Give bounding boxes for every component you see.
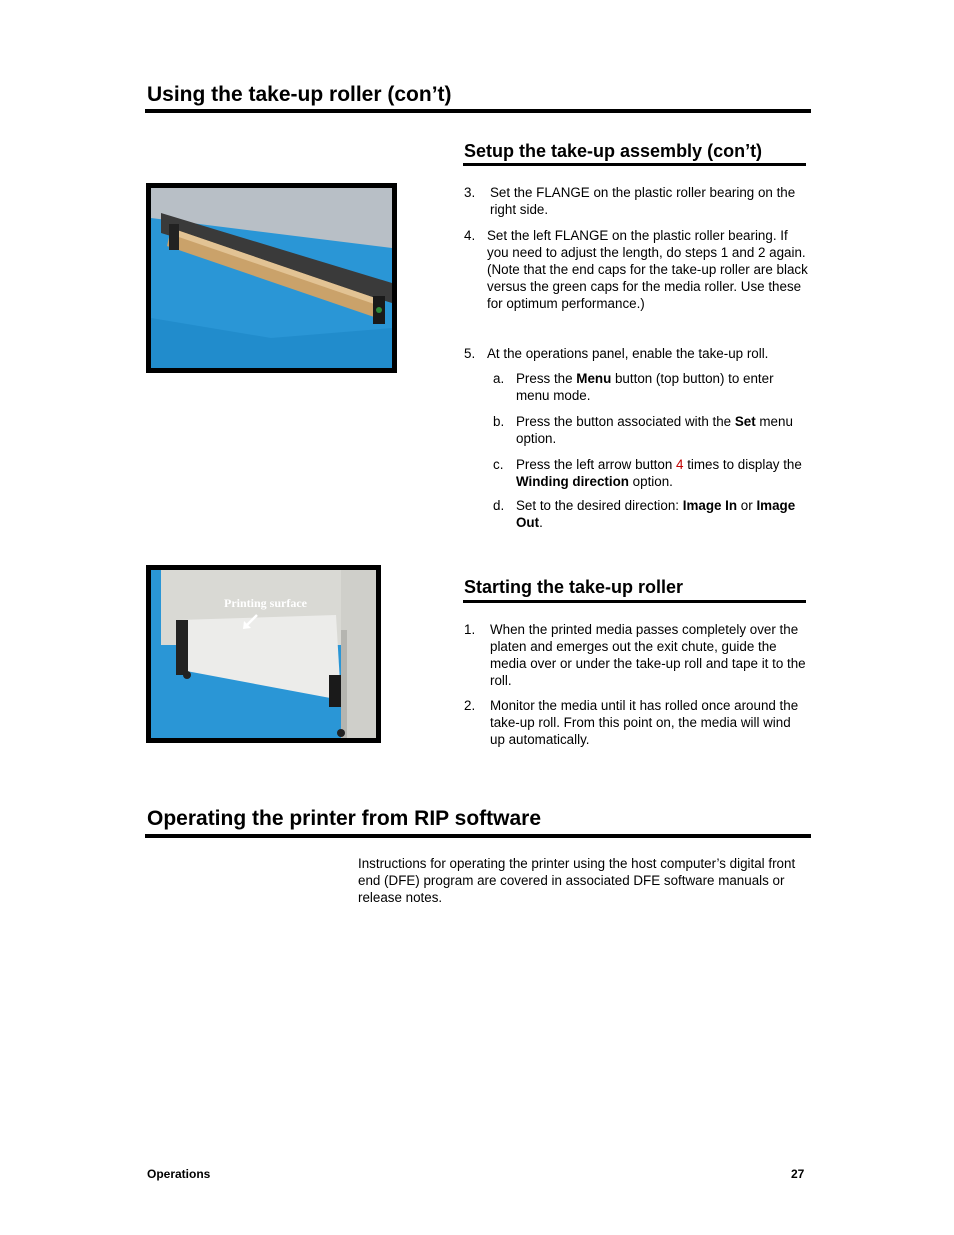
list-item-step-4: 4. Set the left FLANGE on the plastic roller bearing. If you need to adjust the length, do steps 1 and 2 again. (Note that the end caps for the take-up roller are black versus the green caps for the media roller. Use these for optimum performance.) (464, 228, 808, 311)
photo-take-up-roller-installed (146, 183, 397, 373)
list-item-substep-a: a. Press the Menu button (top button) to enter menu mode. (493, 371, 774, 403)
list-item-substep-d: d. Set to the desired direction: Image In or Image Out. (493, 498, 796, 530)
list-item-substep-b: b. Press the button associated with the Set menu option. (493, 414, 793, 446)
subsection-rule (463, 600, 806, 603)
list-item-start-step-1: 1. When the printed media passes completely over the platen and emerges out the exit chute, guide the media over or under the take-up roll and tape it to the roll. (464, 622, 806, 688)
subsection-title-starting: Starting the take-up roller (464, 577, 684, 597)
rip-paragraph: Instructions for operating the printer using the host computer’s digital front end (DFE) program are covered in associated DFE software manuals or release notes. (358, 856, 796, 905)
roller-photo-illustration (151, 188, 392, 368)
list-item-step-5: 5. At the operations panel, enable the take-up roll. (464, 346, 769, 361)
list-item-start-step-2: 2. Monitor the media until it has rolled once around the take-up roll. From this point on, the media will wind up automatically. (464, 698, 799, 747)
list-item-step-3: 3. Set the FLANGE on the plastic roller bearing on the right side. (464, 185, 796, 217)
section-title-take-up-roller: Using the take-up roller (con’t) (147, 83, 452, 106)
arrow-pointer-icon (242, 613, 260, 631)
page-number: 27 (791, 1167, 805, 1181)
arrow-button-number: 4 (676, 457, 684, 472)
photo-label: Printing surface (224, 596, 307, 610)
subsection-title-setup: Setup the take-up assembly (con’t) (464, 141, 763, 161)
section-rule (145, 834, 811, 838)
section-rule (145, 109, 811, 113)
list-item-substep-c: c. Press the left arrow button 4 times to display the Winding direction option. (493, 457, 802, 489)
photo-printing-surface (146, 565, 381, 743)
subsection-rule (463, 163, 806, 166)
section-title-rip-software: Operating the printer from RIP software (147, 807, 542, 830)
footer-section-name: Operations (147, 1167, 211, 1181)
